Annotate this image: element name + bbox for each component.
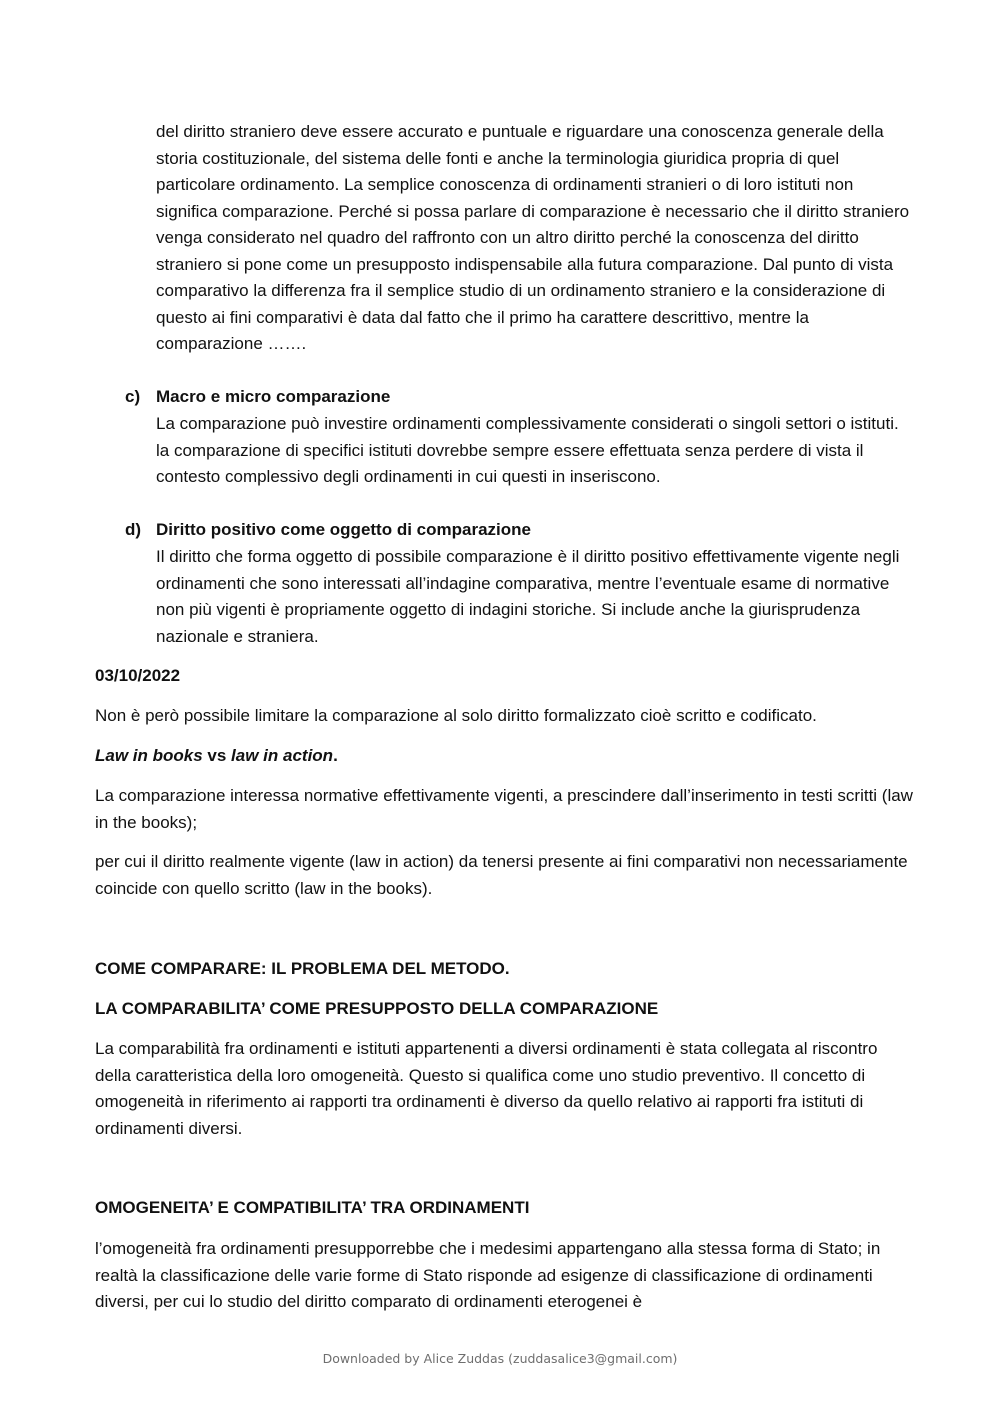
law-heading xyxy=(95,743,915,770)
item-c-title: Macro e micro comparazione xyxy=(156,387,391,406)
item-c-heading xyxy=(125,384,925,411)
date-heading: 03/10/2022 xyxy=(95,666,181,685)
download-footer: Downloaded by Alice Zuddas (zuddasalice3@gmail.com) xyxy=(322,1351,678,1366)
heading-method: COME COMPARARE: IL PROBLEMA DEL METODO. xyxy=(95,959,510,978)
law-heading-action: law in action xyxy=(231,746,334,765)
law-heading-books: Law in books xyxy=(95,746,203,765)
heading-comparability: LA COMPARABILITA’ COME PRESUPPOSTO DELLA COMPARAZIONE xyxy=(95,999,659,1018)
paragraph-law-in-books: La comparazione interessa normative effettivamente vigenti, a prescindere dall’inserimento in testi scritti (law in the books); xyxy=(95,786,913,832)
item-c-letter: c) xyxy=(125,387,141,406)
paragraph-limit: Non è però possibile limitare la comparazione al solo diritto formalizzato cioè scritto e codificato. xyxy=(95,706,817,725)
paragraph-comparability: La comparabilità fra ordinamenti e istituti appartenenti a diversi ordinamenti è stata collegata al riscontro della caratteristica della loro omogeneità. Questo si qualifica come uno studio preventivo. Il concetto di omogeneità in riferimento ai rapporti tra ordinamenti è diverso da quello relativo ai rapporti fra istituti di ordinamenti diversi. xyxy=(95,1039,878,1138)
heading-homogeneity: OMOGENEITA’ E COMPATIBILITA’ TRA ORDINAMENTI xyxy=(95,1198,530,1217)
law-heading-vs: vs xyxy=(202,746,232,765)
intro-paragraph: del diritto straniero deve essere accurato e puntuale e riguardare una conoscenza generale della storia costituzionale, del sistema delle fonti e anche la terminologia giuridica propria di quel particolare ordinamento. La semplice conoscenza di ordinamenti stranieri o di loro istituti non significa comparazione. Perché si possa parlare di comparazione è necessario che il diritto straniero venga considerato nel quadro del raffronto con un altro diritto perché la conoscenza del diritto straniero si pone come un presupposto indispensabile alla futura comparazione. Dal punto di vista comparativo la differenza fra il semplice studio di un ordinamento straniero e la considerazione di questo ai fini comparativi è data dal fatto che il primo ha carattere descrittivo, mentre la comparazione ……. xyxy=(156,122,910,353)
item-d-letter: d) xyxy=(125,520,142,539)
item-d-title: Diritto positivo come oggetto di comparazione xyxy=(156,520,531,539)
item-d-body: Il diritto che forma oggetto di possibile comparazione è il diritto positivo effettivamente vigente negli ordinamenti che sono interessati all’indagine comparativa, mentre l’eventuale esame di normative non più vigenti è propriamente oggetto di indagini storiche. Si include anche la giurisprudenza nazionale e straniera. xyxy=(156,547,900,646)
item-d-heading xyxy=(125,517,925,544)
item-c-body: La comparazione può investire ordinamenti complessivamente considerati o singoli settori o istituti. la comparazione di specifici istituti dovrebbe sempre essere effettuata senza perdere di vista il contesto complessivo degli ordinamenti in cui questi in inseriscono. xyxy=(156,414,899,486)
paragraph-law-in-action: per cui il diritto realmente vigente (law in action) da tenersi presente ai fini comparativi non necessariamente coincide con quello scritto (law in the books). xyxy=(95,852,908,898)
law-heading-end: . xyxy=(333,746,338,765)
paragraph-homogeneity: l’omogeneità fra ordinamenti presupporrebbe che i medesimi appartengano alla stessa forma di Stato; in realtà la classificazione delle varie forme di Stato risponde ad esigenze di classificazione di ordinamenti diversi, per cui lo studio del diritto comparato di ordinamenti eterogenei è xyxy=(95,1239,881,1311)
